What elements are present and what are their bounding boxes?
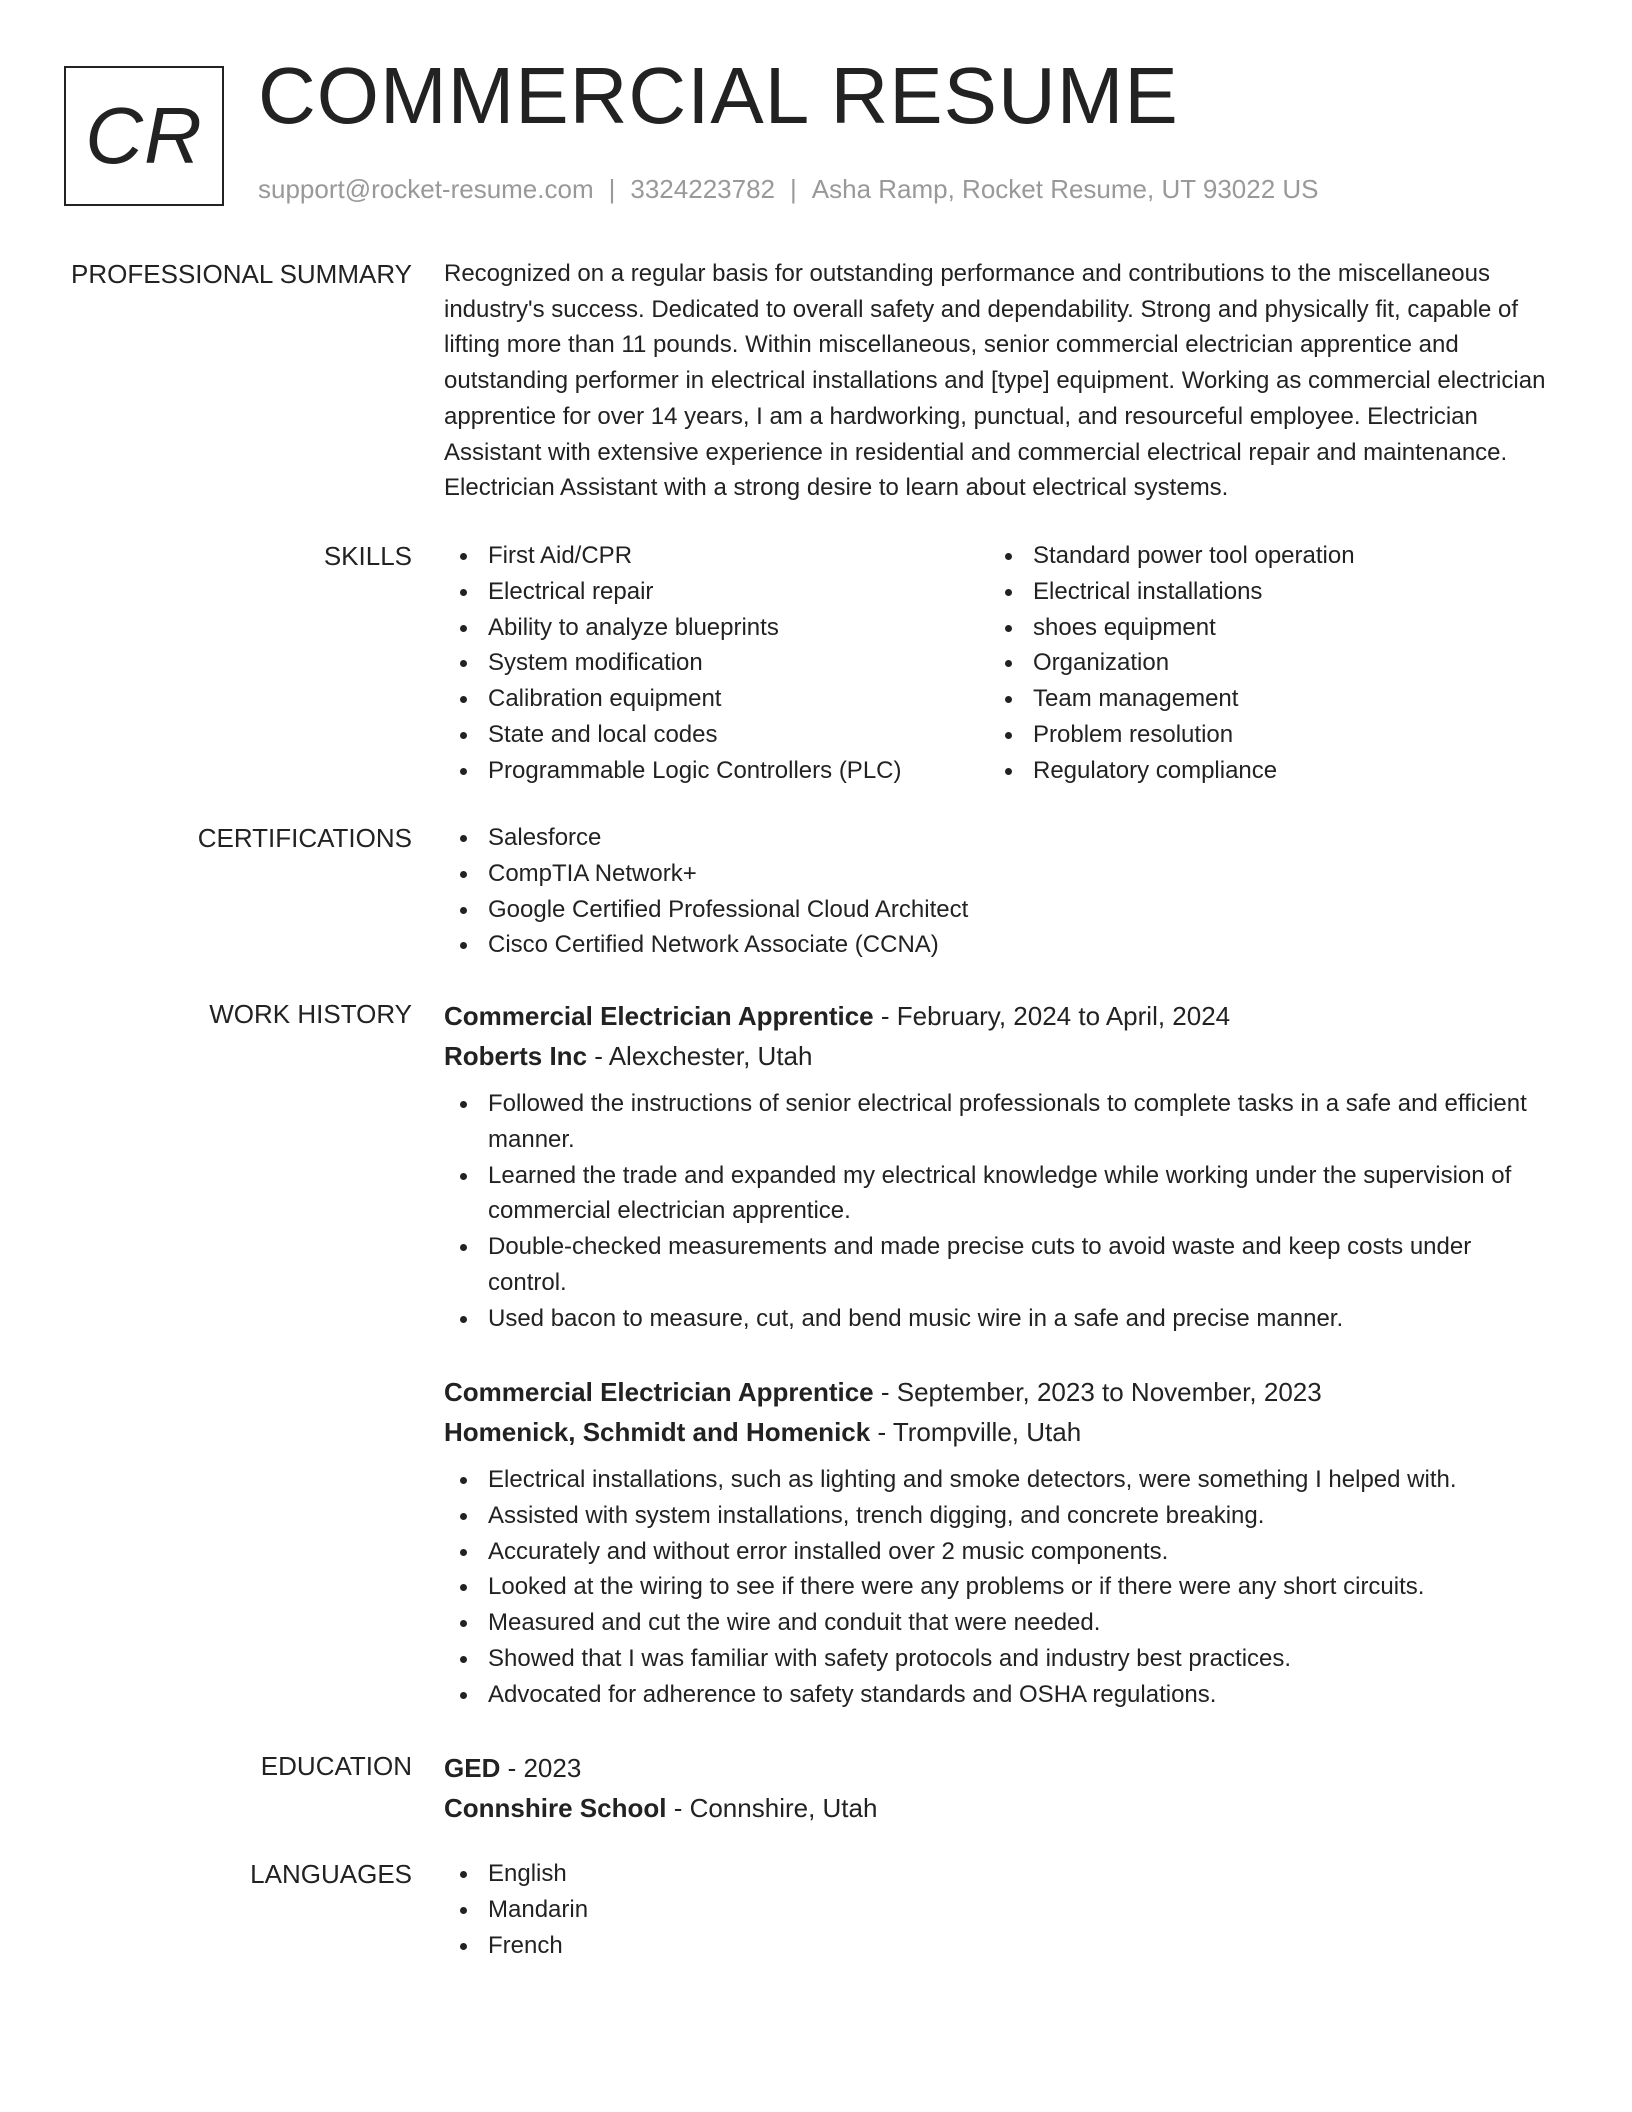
section-heading: SKILLS <box>323 541 412 571</box>
job-title: Commercial Electrician Apprentice <box>444 1001 874 1031</box>
job-title-line <box>444 996 1554 1036</box>
job-company-line <box>444 1036 1554 1076</box>
contact-email: support@rocket-resume.com <box>258 174 594 204</box>
skill-item: Regulatory compliance <box>989 753 1534 789</box>
job-entry <box>444 996 1554 1337</box>
job-duty: Learned the trade and expanded my electrical knowledge while working under the supervision of commercial electrician apprentice. <box>444 1158 1554 1230</box>
contact-separator: | <box>790 174 797 204</box>
education-location: - Connshire, Utah <box>666 1793 878 1823</box>
skills-list-left <box>444 538 989 789</box>
job-duty: Followed the instructions of senior electrical professionals to complete tasks in a safe and efficient manner. <box>444 1086 1554 1158</box>
contact-separator: | <box>608 174 616 204</box>
language-item: French <box>444 1928 1554 1964</box>
job-company: Homenick, Schmidt and Homenick <box>444 1417 871 1447</box>
job-duty: Electrical installations, such as lighting and smoke detectors, were something I helped with. <box>444 1462 1554 1498</box>
job-location: - Alexchester, Utah <box>587 1041 813 1071</box>
language-item: English <box>444 1856 1554 1892</box>
job-duty: Accurately and without error installed over 2 music components. <box>444 1534 1554 1570</box>
job-duty: Looked at the wiring to see if there were any problems or if there were any short circuits. <box>444 1569 1554 1605</box>
job-duties-list <box>444 1462 1554 1713</box>
skill-item: Organization <box>989 645 1534 681</box>
skill-item: System modification <box>444 645 989 681</box>
job-title: Commercial Electrician Apprentice <box>444 1377 874 1407</box>
monogram-logo: CR <box>64 66 224 206</box>
job-company-line <box>444 1412 1554 1452</box>
job-location: - Trompville, Utah <box>870 1417 1082 1447</box>
skill-item: Programmable Logic Controllers (PLC) <box>444 753 989 789</box>
skill-item: Ability to analyze blueprints <box>444 610 989 646</box>
certification-item: Salesforce <box>444 820 1554 856</box>
skill-item: Problem resolution <box>989 717 1534 753</box>
job-duty: Double-checked measurements and made precise cuts to avoid waste and keep costs under control. <box>444 1229 1554 1301</box>
section-heading: WORK HISTORY <box>209 999 412 1029</box>
skill-item: Electrical installations <box>989 574 1534 610</box>
job-dates: - February, 2024 to April, 2024 <box>873 1001 1231 1031</box>
skill-item: State and local codes <box>444 717 989 753</box>
contact-line <box>258 174 1319 205</box>
job-duty: Used bacon to measure, cut, and bend music wire in a safe and precise manner. <box>444 1301 1554 1337</box>
skill-item: First Aid/CPR <box>444 538 989 574</box>
education-degree-line <box>444 1748 1554 1788</box>
job-duty: Assisted with system installations, trench digging, and concrete breaking. <box>444 1498 1554 1534</box>
skill-item: Team management <box>989 681 1534 717</box>
section-heading: LANGUAGES <box>250 1859 412 1889</box>
job-duty: Advocated for adherence to safety standards and OSHA regulations. <box>444 1677 1554 1713</box>
education-degree: GED <box>444 1753 501 1783</box>
skill-item: Calibration equipment <box>444 681 989 717</box>
job-entry <box>444 1372 1554 1713</box>
resume-name: COMMERCIAL RESUME <box>258 51 1179 140</box>
skill-item: Standard power tool operation <box>989 538 1534 574</box>
section-heading: CERTIFICATIONS <box>197 823 412 853</box>
education-school-line <box>444 1788 1554 1828</box>
section-heading: PROFESSIONAL SUMMARY <box>71 259 412 289</box>
job-duty: Measured and cut the wire and conduit that were needed. <box>444 1605 1554 1641</box>
job-duties-list <box>444 1086 1554 1337</box>
job-title-line <box>444 1372 1554 1412</box>
contact-phone: 3324223782 <box>630 174 775 204</box>
education-school: Connshire School <box>444 1793 667 1823</box>
contact-address: Asha Ramp, Rocket Resume, UT 93022 US <box>811 174 1319 204</box>
skill-item: Electrical repair <box>444 574 989 610</box>
job-company: Roberts Inc <box>444 1041 588 1071</box>
section-heading: EDUCATION <box>260 1751 412 1781</box>
languages-list <box>444 1856 1554 1963</box>
certification-item: CompTIA Network+ <box>444 856 1554 892</box>
skill-item: shoes equipment <box>989 610 1534 646</box>
job-duty: Showed that I was familiar with safety protocols and industry best practices. <box>444 1641 1554 1677</box>
language-item: Mandarin <box>444 1892 1554 1928</box>
job-dates: - September, 2023 to November, 2023 <box>873 1377 1322 1407</box>
summary-text: Recognized on a regular basis for outstanding performance and contributions to the miscellaneous industry's success. Dedicated to overall safety and dependability. Strong and physically fit, capable of lifting more than 11 pounds. Within miscellaneous, senior commercial electrician apprentice and outstanding performer in electrical installations and [type] equipment. Working as commercial electrician apprentice for over 14 years, I am a hardworking, punctual, and resourceful employee. Electrician Assistant with extensive experience in residential and commercial electrical repair and maintenance. Electrician Assistant with a strong desire to learn about electrical systems. <box>444 260 1546 502</box>
certification-item: Google Certified Professional Cloud Architect <box>444 892 1554 928</box>
education-year: - 2023 <box>500 1753 582 1783</box>
skills-list-right <box>989 538 1534 789</box>
certification-item: Cisco Certified Network Associate (CCNA) <box>444 927 1554 963</box>
certifications-list <box>444 820 1554 963</box>
